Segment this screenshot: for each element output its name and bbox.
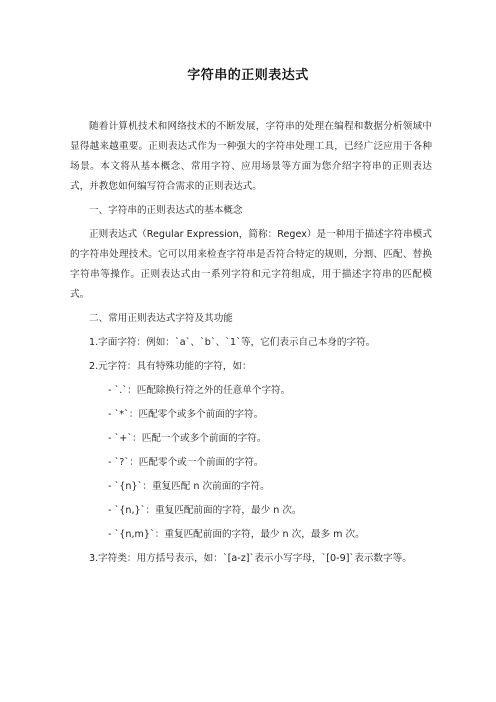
meta-char-item: - `*`：匹配零个或多个前面的字符。 (108, 409, 264, 420)
document-title: 字符串的正则表达式 (187, 68, 309, 83)
meta-char-item: - `{n}`：重复匹配 n 次前面的字符。 (108, 481, 270, 492)
list-item-literal-chars: 1.字面字符：例如：`a`、`b`、`1`等，它们表示自己本身的字符。 (89, 337, 376, 348)
meta-char-item: - `.`：匹配除换行符之外的任意单个字符。 (108, 385, 291, 396)
meta-char-item: - `{n,m}`：重复匹配前面的字符，最少 n 次，最多 m 次。 (108, 529, 365, 540)
list-item-char-class: 3.字符类：用方括号表示，如：`[a-z]`表示小写字母，`[0-9]`表示数字等。 (89, 553, 412, 564)
list-item-meta-chars: 2.元字符：具有特殊功能的字符，如： (89, 361, 252, 372)
document-body (70, 117, 432, 569)
meta-char-item: - `{n,}`：重复匹配前面的字符，最少 n 次。 (108, 505, 302, 516)
meta-char-item: - `+`：匹配一个或多个前面的字符。 (108, 433, 267, 444)
section-1-paragraph: 正则表达式（Regular Expression，简称：Regex）是一种用于描述字符串模式的字符串处理技术。它可以用来检查字符串是否符合特定的规则，分割、匹配、替换字符串等操作。正则表达式由一系列字符和元字符组成，用于描述字符串的匹配模式。 (70, 229, 432, 300)
meta-char-item: - `?`：匹配零个或一个前面的字符。 (108, 457, 264, 468)
section-heading-1: 一、字符串的正则表达式的基本概念 (89, 205, 243, 216)
intro-paragraph: 随着计算机技术和网络技术的不断发展，字符串的处理在编程和数据分析领域中显得越来越重要。正则表达式作为一种强大的字符串处理工具，已经广泛应用于各种场景。本文将从基本概念、常用字符、应用场景等方面为您介绍字符串的正则表达式，并教您如何编写符合需求的正则表达式。 (70, 121, 432, 192)
section-heading-2: 二、常用正则表达式字符及其功能 (89, 313, 233, 324)
